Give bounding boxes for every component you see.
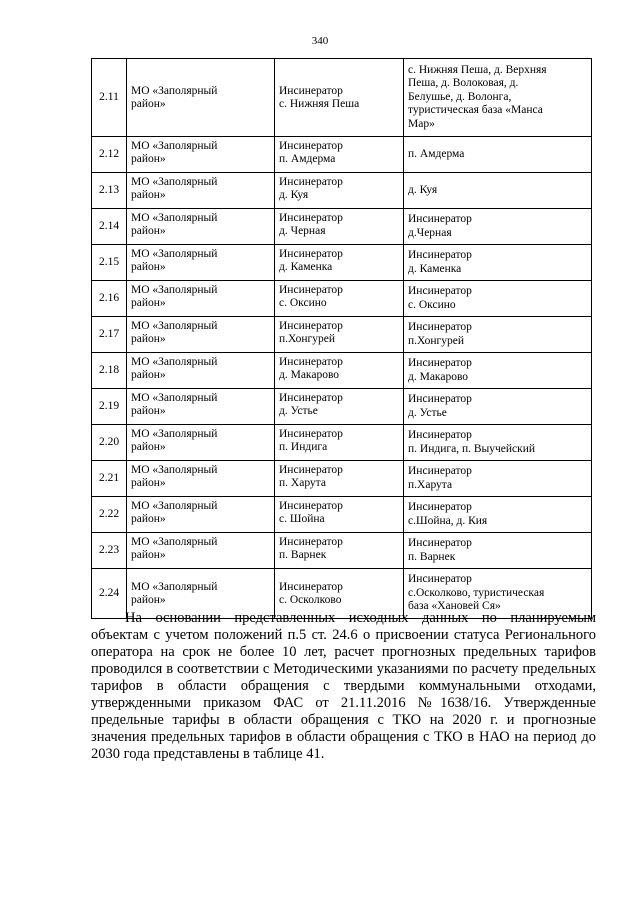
object-cell-line: с. Осколково xyxy=(279,594,342,606)
served-area-cell xyxy=(404,281,592,317)
municipality-cell-line: МО «Заполярный xyxy=(131,176,218,188)
served-area-cell-line: Инсинератор xyxy=(408,537,472,550)
object-cell-line: п. Варнек xyxy=(279,549,327,562)
served-area-cell-line: Инсинератор xyxy=(408,285,472,298)
object-cell-line: Инсинератор xyxy=(279,500,343,512)
served-area-cell xyxy=(404,389,592,425)
object-cell-line: Инсинератор xyxy=(279,320,343,332)
object-cell-line: Инсинератор xyxy=(279,428,343,440)
row-number-cell: 2.11 xyxy=(92,59,127,137)
municipality-cell xyxy=(127,245,275,281)
municipality-cell-line: район» xyxy=(131,98,166,110)
served-area-cell-line: д. Устье xyxy=(408,406,447,419)
municipality-cell-line: район» xyxy=(131,333,166,346)
served-area-cell xyxy=(404,533,592,569)
object-cell xyxy=(275,425,404,461)
object-cell-line: Инсинератор xyxy=(279,536,343,548)
served-area-cell-line: с.Осколково, туристическая xyxy=(408,586,545,599)
served-area-cell xyxy=(404,425,592,461)
municipality-cell xyxy=(127,317,275,353)
municipality-cell-line: район» xyxy=(131,441,166,454)
served-area-cell-line: п. Варнек xyxy=(408,550,456,563)
served-area-cell-line: д. Макарово xyxy=(408,370,469,383)
object-cell-line: п. Амдерма xyxy=(279,153,336,166)
object-cell-line: с. Шойна xyxy=(279,513,325,526)
object-cell-line: Инсинератор xyxy=(279,140,343,152)
object-cell-line: Инсинератор xyxy=(279,248,343,260)
municipality-cell-line: МО «Заполярный xyxy=(131,392,218,404)
municipality-cell xyxy=(127,281,275,317)
object-cell-line: Инсинератор xyxy=(279,284,343,296)
municipality-cell-line: МО «Заполярный xyxy=(131,84,218,97)
table-row xyxy=(92,353,592,389)
object-cell xyxy=(275,461,404,497)
object-cell xyxy=(275,137,404,173)
served-area-cell-line: с. Оксино xyxy=(408,298,456,311)
municipality-cell-line: район» xyxy=(131,261,166,274)
object-cell xyxy=(275,389,404,425)
object-cell xyxy=(275,317,404,353)
municipality-cell-line: район» xyxy=(131,477,166,490)
row-number-cell: 2.14 xyxy=(92,209,127,245)
table-row xyxy=(92,425,592,461)
municipality-cell-line: район» xyxy=(131,297,166,310)
table-row xyxy=(92,497,592,533)
municipality-cell-line: район» xyxy=(131,225,166,238)
row-number-cell: 2.20 xyxy=(92,425,127,461)
served-area-cell xyxy=(404,497,592,533)
object-cell xyxy=(275,353,404,389)
served-area-cell-line: Пеша, д. Волоковая, д. xyxy=(408,77,519,90)
object-cell xyxy=(275,533,404,569)
table-row xyxy=(92,173,592,209)
row-number-cell: 2.24 xyxy=(92,569,127,619)
municipality-cell xyxy=(127,389,275,425)
row-number-cell: 2.17 xyxy=(92,317,127,353)
served-area-cell-line: д. Каменка xyxy=(408,262,462,275)
object-cell xyxy=(275,281,404,317)
row-number-cell: 2.21 xyxy=(92,461,127,497)
table-row xyxy=(92,245,592,281)
row-number-cell: 2.16 xyxy=(92,281,127,317)
object-cell-line: д. Каменка xyxy=(279,261,333,274)
municipality-cell xyxy=(127,137,275,173)
municipality-cell xyxy=(127,173,275,209)
served-area-cell-line: п. Индига, п. Выучейский xyxy=(408,442,536,455)
municipality-cell-line: район» xyxy=(131,549,166,562)
object-cell-line: с. Нижняя Пеша xyxy=(279,98,360,110)
object-cell-line: Инсинератор xyxy=(279,392,343,404)
table-row xyxy=(92,317,592,353)
object-cell-line: д. Черная xyxy=(279,225,326,238)
served-area-cell-line: Инсинератор xyxy=(408,249,472,262)
object-cell-line: с. Оксино xyxy=(279,297,327,310)
municipality-cell-line: МО «Заполярный xyxy=(131,212,218,224)
object-cell-line: Инсинератор xyxy=(279,212,343,224)
served-area-cell-line: Инсинератор xyxy=(408,357,472,370)
object-cell-line: Инсинератор xyxy=(279,176,343,188)
table-row xyxy=(92,461,592,497)
served-area-cell xyxy=(404,317,592,353)
page-number: 340 xyxy=(311,35,329,47)
row-number-cell: 2.22 xyxy=(92,497,127,533)
municipality-cell-line: район» xyxy=(131,153,166,166)
municipality-cell xyxy=(127,461,275,497)
object-cell xyxy=(275,245,404,281)
table-row xyxy=(92,281,592,317)
object-cell xyxy=(275,209,404,245)
table-body xyxy=(92,59,592,619)
served-area-cell xyxy=(404,137,592,173)
body-paragraph: На основании представленных исходных данных по планируемым объектам с учетом положений п.5 ст. 24.6 о присвоении статуса Регионального оператора на срок не более 10 лет, расчет прогнозных предельных тарифов проводился в соответствии с Методическими указаниями по расчету предельных тарифов в области обращения с твердыми коммунальными отходами, утвержденными приказом ФАС от 21.11.2016 №1638/16. Утвержденные предельные тарифы в области обращения с ТКО на 2020 г. и прогнозные значения предельных тарифов в области обращения с ТКО в НАО на период до 2030 года представлены в таблице 41. xyxy=(91,610,596,762)
served-area-cell xyxy=(404,209,592,245)
served-area-cell xyxy=(404,245,592,281)
municipality-cell-line: район» xyxy=(131,513,166,526)
served-area-cell xyxy=(404,59,592,137)
object-cell-line: д. Макарово xyxy=(279,369,340,382)
served-area-cell-line: Инсинератор xyxy=(408,213,472,226)
served-area-cell-line: Мар» xyxy=(408,117,435,130)
municipality-cell-line: МО «Заполярный xyxy=(131,580,218,593)
table-row xyxy=(92,533,592,569)
served-area-cell-line: с.Шойна, д. Кия xyxy=(408,514,488,527)
served-area-cell-line: Инсинератор xyxy=(408,321,472,334)
object-cell xyxy=(275,497,404,533)
object-cell-line: Инсинератор xyxy=(279,580,343,593)
municipality-cell-line: район» xyxy=(131,369,166,382)
served-area-cell xyxy=(404,353,592,389)
table-row xyxy=(92,137,592,173)
served-area-cell-line: Инсинератор xyxy=(408,393,472,406)
municipality-cell-line: МО «Заполярный xyxy=(131,464,218,476)
objects-table xyxy=(91,58,592,619)
row-number-cell: 2.15 xyxy=(92,245,127,281)
municipality-cell xyxy=(127,353,275,389)
served-area-cell-line: д. Куя xyxy=(408,183,438,196)
table-row xyxy=(92,209,592,245)
municipality-cell xyxy=(127,425,275,461)
object-cell xyxy=(275,173,404,209)
served-area-cell-line: база «Хановей Ся» xyxy=(408,600,501,613)
municipality-cell xyxy=(127,59,275,137)
object-cell-line: Инсинератор xyxy=(279,356,343,368)
municipality-cell xyxy=(127,533,275,569)
served-area-cell-line: Инсинератор xyxy=(408,501,472,514)
served-area-cell-line: Белушье, д. Волонга, xyxy=(408,90,512,103)
municipality-cell-line: МО «Заполярный xyxy=(131,428,218,440)
municipality-cell-line: МО «Заполярный xyxy=(131,248,218,260)
object-cell-line: п. Харута xyxy=(279,477,326,490)
served-area-cell xyxy=(404,173,592,209)
row-number-cell: 2.19 xyxy=(92,389,127,425)
served-area-cell-line: п.Харута xyxy=(408,478,453,491)
table-row xyxy=(92,59,592,137)
municipality-cell-line: МО «Заполярный xyxy=(131,356,218,368)
municipality-cell-line: МО «Заполярный xyxy=(131,284,218,296)
served-area-cell-line: п.Хонгурей xyxy=(408,334,464,347)
served-area-cell-line: д.Черная xyxy=(408,226,452,239)
municipality-cell-line: МО «Заполярный xyxy=(131,140,218,152)
municipality-cell-line: МО «Заполярный xyxy=(131,500,218,512)
row-number-cell: 2.13 xyxy=(92,173,127,209)
served-area-cell-line: Инсинератор xyxy=(408,573,472,586)
municipality-cell-line: район» xyxy=(131,189,166,202)
object-cell-line: Инсинератор xyxy=(279,464,343,476)
municipality-cell-line: район» xyxy=(131,594,166,606)
row-number-cell: 2.23 xyxy=(92,533,127,569)
row-number-cell: 2.12 xyxy=(92,137,127,173)
object-cell-line: п.Хонгурей xyxy=(279,333,335,346)
object-cell-line: д. Устье xyxy=(279,405,318,418)
municipality-cell xyxy=(127,497,275,533)
served-area-cell-line: Инсинератор xyxy=(408,465,472,478)
municipality-cell xyxy=(127,209,275,245)
municipality-cell-line: МО «Заполярный xyxy=(131,320,218,332)
object-cell-line: Инсинератор xyxy=(279,84,343,97)
row-number-cell: 2.18 xyxy=(92,353,127,389)
object-cell-line: д. Куя xyxy=(279,189,309,202)
served-area-cell-line: п. Амдерма xyxy=(408,147,465,160)
served-area-cell-line: с. Нижняя Пеша, д. Верхняя xyxy=(408,63,547,76)
served-area-cell-line: туристическая база «Манса xyxy=(408,104,543,117)
served-area-cell xyxy=(404,461,592,497)
object-cell-line: п. Индига xyxy=(279,441,328,454)
municipality-cell-line: МО «Заполярный xyxy=(131,536,218,548)
object-cell xyxy=(275,59,404,137)
served-area-cell-line: Инсинератор xyxy=(408,429,472,442)
municipality-cell-line: район» xyxy=(131,405,166,418)
table-row xyxy=(92,389,592,425)
